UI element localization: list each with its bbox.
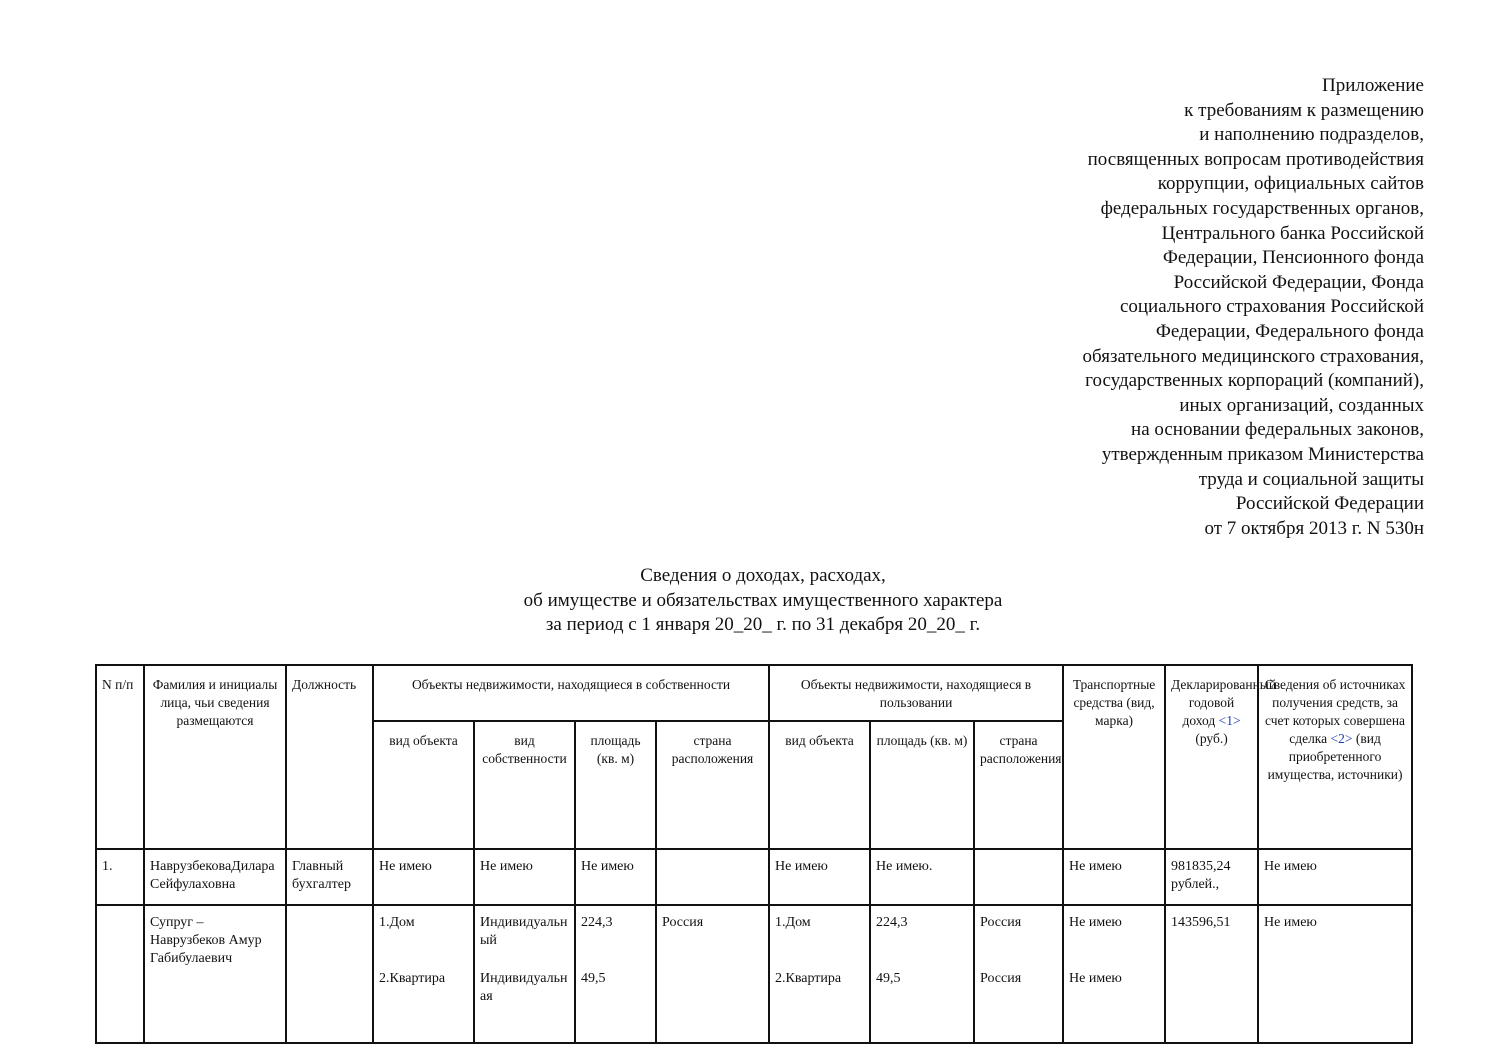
header-owned-area: площадь (кв. м) xyxy=(575,721,656,849)
declaration-table xyxy=(95,664,1413,1044)
appendix-line: Федерации, Федерального фонда xyxy=(1155,320,1424,342)
owned-type-1: 1.Дом xyxy=(379,915,415,930)
row-owned-kind: Не имею xyxy=(474,849,575,905)
row-name: НаврузбековаДиларaСейфулаховна xyxy=(144,849,286,905)
header-transport: Транспортные средства (вид, марка) xyxy=(1063,665,1165,849)
appendix-line: Центрального банка Российской xyxy=(1161,222,1424,244)
appendix-line: Федерации, Пенсионного фонда xyxy=(1162,247,1424,269)
row-used-type xyxy=(769,905,870,1043)
header-used-area: площадь (кв. м) xyxy=(870,721,974,849)
header-used-group: Объекты недвижимости, находящиеся в пользовании xyxy=(769,665,1063,721)
row-used-area: Не имею. xyxy=(870,849,974,905)
row-position: Главный бухгалтер xyxy=(286,849,373,905)
footnote-1-link[interactable]: <1> xyxy=(1218,713,1241,728)
appendix-line: Российской Федерации xyxy=(1235,493,1424,515)
appendix-line: на основании федеральных законов, xyxy=(1131,419,1424,441)
row-position xyxy=(286,905,373,1043)
appendix-line: коррупции, официальных сайтов xyxy=(1157,173,1424,195)
row-num xyxy=(96,905,144,1043)
row-sources: Не имею xyxy=(1258,849,1412,905)
appendix-line: от 7 октября 2013 г. N 530н xyxy=(1204,517,1424,539)
title-line-1: Сведения о доходах, расходах, xyxy=(640,565,886,586)
row-transport xyxy=(1063,905,1165,1043)
used-area-1: 224,3 xyxy=(876,915,908,930)
row-used-type: Не имею xyxy=(769,849,870,905)
owned-kind-1: Индивидуальный xyxy=(480,915,568,948)
row-owned-country: Россия xyxy=(656,905,769,1043)
header-num: N п/п xyxy=(96,665,144,849)
transport-2: Не имею xyxy=(1069,971,1122,986)
row-num: 1. xyxy=(96,849,144,905)
owned-kind-2: Индивидуальная xyxy=(480,971,568,1004)
appendix-line: государственных корпораций (компаний), xyxy=(1085,370,1424,392)
header-position: Должность xyxy=(286,665,373,849)
used-type-2: 2.Квартира xyxy=(775,971,842,986)
header-used-type: вид объекта xyxy=(769,721,870,849)
header-sources xyxy=(1258,665,1412,849)
header-owned-group: Объекты недвижимости, находящиеся в собственности xyxy=(373,665,769,721)
header-owned-kind: вид собственности xyxy=(474,721,575,849)
appendix-line: обязательного медицинского страхования, xyxy=(1082,345,1424,367)
owned-area-2: 49,5 xyxy=(581,971,606,986)
header-used-country: страна расположения xyxy=(974,721,1063,849)
row-used-country xyxy=(974,905,1063,1043)
appendix-line: иных организаций, созданных xyxy=(1179,394,1424,416)
header-sources-note: (вид приобретенного имущества, источники) xyxy=(1267,731,1403,782)
used-area-2: 49,5 xyxy=(876,971,901,986)
appendix-line: утвержденным приказом Министерства xyxy=(1101,443,1424,465)
used-country-1: Россия xyxy=(980,915,1022,930)
owned-type-2: 2.Квартира xyxy=(379,971,446,986)
row-name: Супруг – Наврузбеков Амур Габибулаевич xyxy=(144,905,286,1043)
appendix-line: социального страхования Российской xyxy=(1119,296,1424,318)
row-used-area xyxy=(870,905,974,1043)
footnote-2-link[interactable]: <2> xyxy=(1330,731,1353,746)
row-owned-type xyxy=(373,905,474,1043)
transport-1: Не имею xyxy=(1069,915,1122,930)
header-name: Фамилия и инициалы лица, чьи сведения размещаются xyxy=(144,665,286,849)
row-income: 981835,24 рублей., xyxy=(1165,849,1258,905)
row-used-country xyxy=(974,849,1063,905)
title-line-3: за период с 1 января 20_20_ г. по 31 декабря 20_20_ г. xyxy=(545,614,981,635)
appendix-line: к требованиям к размещению xyxy=(1184,99,1424,121)
table-row xyxy=(96,849,1412,905)
appendix-line: Российской Федерации, Фонда xyxy=(1173,271,1424,293)
row-owned-type: Не имею xyxy=(373,849,474,905)
used-type-1: 1.Дом xyxy=(775,915,811,930)
document-title xyxy=(300,564,1226,638)
header-income-unit: (руб.) xyxy=(1195,731,1228,746)
appendix-line: и наполнению подразделов, xyxy=(1199,124,1424,146)
row-income: 143596,51 xyxy=(1165,905,1258,1043)
row-owned-area xyxy=(575,905,656,1043)
header-owned-type: вид объекта xyxy=(373,721,474,849)
used-country-2: Россия xyxy=(980,971,1022,986)
row-owned-area: Не имею xyxy=(575,849,656,905)
appendix-line: Приложение xyxy=(1322,75,1424,96)
row-sources: Не имею xyxy=(1258,905,1412,1043)
table-row xyxy=(96,905,1412,1043)
appendix-block xyxy=(904,74,1424,541)
owned-area-1: 224,3 xyxy=(581,915,613,930)
appendix-line: труда и социальной защиты xyxy=(1198,468,1424,490)
row-owned-country xyxy=(656,849,769,905)
row-transport: Не имею xyxy=(1063,849,1165,905)
header-owned-country: страна расположения xyxy=(656,721,769,849)
appendix-line: федеральных государственных органов, xyxy=(1100,197,1424,219)
header-income xyxy=(1165,665,1277,849)
header-sources-label: Сведения об источниках получения средств, за счет которых совершена сделка xyxy=(1264,677,1406,746)
header-income-label: Декларированный годовой доход xyxy=(1171,677,1277,728)
row-owned-kind xyxy=(474,905,575,1043)
title-line-2: об имуществе и обязательствах имущественного характера xyxy=(523,589,1003,611)
appendix-line: посвященных вопросам противодействия xyxy=(1087,148,1424,170)
